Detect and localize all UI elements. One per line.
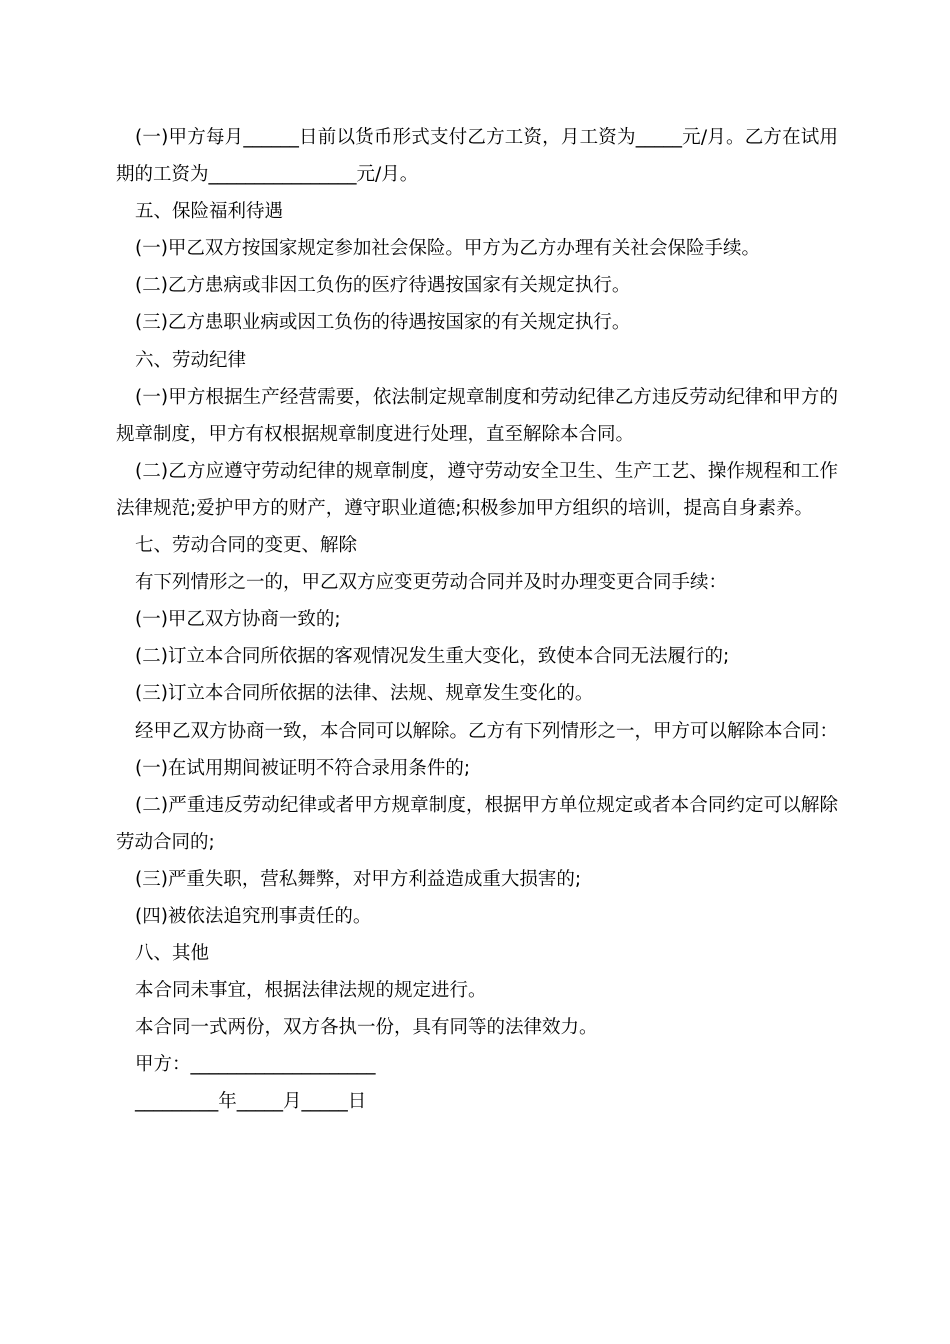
change-clause-2: (二)订立本合同所依据的客观情况发生重大变化，致使本合同无法履行的; [135,646,730,668]
change-intro: 有下列情形之一的，甲乙双方应变更劳动合同并及时办理变更合同手续： [135,572,728,594]
section-heading-insurance: 五、保险福利待遇 [135,201,284,223]
discipline-clause-2: (二)乙方应遵守劳动纪律的规章制度，遵守劳动安全卫生、生产工艺、操作规程和工作法律规范;爱护甲方的财产，遵守职业道德;积极参加甲方组织的培训，提高自身素养。 [116,460,838,519]
termination-clause-4: (四)被依法追究刑事责任的。 [135,905,372,927]
section-heading-discipline: 六、劳动纪律 [135,349,247,371]
document-body [116,119,838,1121]
discipline-clause-1: (一)甲方根据生产经营需要，依法制定规章制度和劳动纪律乙方违反劳动纪律和甲方的规章制度，甲方有权根据规章制度进行处理，直至解除本合同。 [116,386,838,445]
termination-intro: 经甲乙双方协商一致，本合同可以解除。乙方有下列情形之一，甲方可以解除本合同： [135,720,839,742]
section-heading-other: 八、其他 [135,943,210,965]
other-clause-1: 本合同未事宜，根据法律法规的规定进行。 [135,980,487,1002]
termination-clause-2: (二)严重违反劳动纪律或者甲方规章制度，根据甲方单位规定或者本合同约定可以解除劳动合同的; [116,794,838,853]
signature-date-line: _________年_____月_____日 [135,1091,367,1113]
other-clause-2: 本合同一式两份，双方各执一份，具有同等的法律效力。 [135,1017,598,1039]
insurance-clause-1: (一)甲乙双方按国家规定参加社会保险。甲方为乙方办理有关社会保险手续。 [135,238,760,260]
party-a-signature-line: 甲方：____________________ [135,1054,376,1076]
change-clause-1: (一)甲乙双方协商一致的; [135,609,341,631]
section-heading-change-termination: 七、劳动合同的变更、解除 [135,535,358,557]
wage-payment-clause: (一)甲方每月______日前以货币形式支付乙方工资，月工资为_____元/月。乙方在试用期的工资为________________元/月。 [116,127,838,186]
termination-clause-1: (一)在试用期间被证明不符合录用条件的; [135,757,471,779]
insurance-clause-3: (三)乙方患职业病或因工负伤的待遇按国家的有关规定执行。 [135,312,631,334]
change-clause-3: (三)订立本合同所依据的法律、法规、规章发生变化的。 [135,683,594,705]
termination-clause-3: (三)严重失职，营私舞弊，对甲方利益造成重大损害的; [135,868,582,890]
insurance-clause-2: (二)乙方患病或非因工负伤的医疗待遇按国家有关规定执行。 [135,275,631,297]
